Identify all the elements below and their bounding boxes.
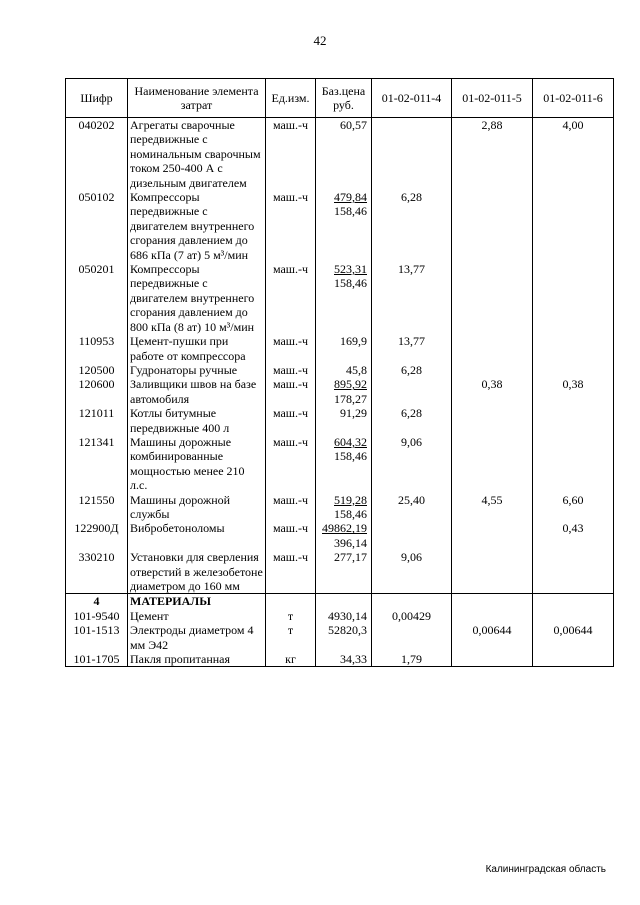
row-price-total: 604,32 [334,434,367,449]
section-empty-cell [372,594,452,609]
row-price [316,377,372,406]
row-col3 [533,406,614,435]
header-col2: 01-02-011-5 [452,79,533,118]
footer-region: Калининградская область [485,864,606,875]
row-col1: 6,28 [372,190,452,262]
row-price-total: 895,92 [334,377,367,392]
row-price: 34,33 [316,652,372,667]
row-col2 [452,550,533,594]
row-col1: 25,40 [372,493,452,522]
row-name: Агрегаты сварочные передвижные с номинальным сварочным током 250-400 А с дизельным двигателем [128,118,266,191]
row-col2: 2,88 [452,118,533,191]
row-price [316,435,372,493]
section-empty-cell [533,594,614,609]
table-row [66,334,614,363]
row-col1: 1,79 [372,652,452,667]
row-col2 [452,435,533,493]
row-name: Компрессоры передвижные с двигателем внутреннего сгорания давлением до 686 кПа (7 ат) 5 м³/мин [128,190,266,262]
row-unit: маш.-ч [266,435,316,493]
section-number: 4 [66,594,128,609]
row-col3 [533,190,614,262]
row-unit: маш.-ч [266,377,316,406]
row-col1: 9,06 [372,435,452,493]
table-row [66,262,614,334]
row-col1 [372,521,452,550]
row-col2 [452,262,533,334]
section-row [66,594,614,609]
table-row [66,521,614,550]
row-code: 040202 [66,118,128,191]
row-price: 4930,14 [316,609,372,623]
row-col1 [372,118,452,191]
row-col2 [452,609,533,623]
header-name: Наименование элемента затрат [128,79,266,118]
row-col2 [452,190,533,262]
table-row [66,190,614,262]
row-price-salary: 396,14 [334,535,367,550]
page-number: 42 [313,33,327,48]
row-col2 [452,406,533,435]
row-col1: 6,28 [372,363,452,377]
row-price-total: 277,17 [334,550,367,565]
row-unit: маш.-ч [266,262,316,334]
table-row [66,377,614,406]
row-col3: 0,38 [533,377,614,406]
resource-table [65,78,614,667]
row-code: 101-9540 [66,609,128,623]
section-title: МАТЕРИАЛЫ [128,594,266,609]
row-price [316,190,372,262]
row-name: Вибробетоноломы [128,521,266,550]
row-col3 [533,652,614,667]
row-name: Гудронаторы ручные [128,363,266,377]
row-code: 050102 [66,190,128,262]
row-price [316,406,372,435]
row-code: 122900Д [66,521,128,550]
row-unit: маш.-ч [266,334,316,363]
row-name: Компрессоры передвижные с двигателем внутреннего сгорания давлением до 800 кПа (8 ат) 10 м³/мин [128,262,266,334]
row-col2: 4,55 [452,493,533,522]
row-col3 [533,435,614,493]
row-col3 [533,550,614,594]
row-code: 121550 [66,493,128,522]
row-name: Котлы битумные передвижные 400 л [128,406,266,435]
row-name: Установки для сверления отверстий в железобетоне диаметром до 160 мм [128,550,266,594]
row-code: 121341 [66,435,128,493]
table-row [66,493,614,522]
row-unit: т [266,623,316,652]
row-price-salary: 158,46 [334,204,367,219]
row-unit: маш.-ч [266,521,316,550]
row-name: Электроды диаметром 4 мм Э42 [128,623,266,652]
header-col3: 01-02-011-6 [533,79,614,118]
row-price-total: 49862,19 [322,521,367,536]
row-price [316,493,372,522]
row-col3: 0,43 [533,521,614,550]
header-price: Баз.цена руб. [316,79,372,118]
table-row [66,652,614,667]
row-code: 330210 [66,550,128,594]
row-price [316,118,372,191]
row-unit: маш.-ч [266,118,316,191]
row-price-salary: 158,46 [334,506,367,521]
row-col1: 13,77 [372,262,452,334]
row-unit: маш.-ч [266,550,316,594]
table-row [66,363,614,377]
row-price-salary: 158,46 [334,276,367,291]
row-unit: маш.-ч [266,493,316,522]
row-col2 [452,652,533,667]
row-col2 [452,334,533,363]
row-code: 110953 [66,334,128,363]
row-name: Цемент [128,609,266,623]
row-price-total: 479,84 [334,190,367,205]
row-name: Цемент-пушки при работе от компрессора [128,334,266,363]
table-row [66,435,614,493]
row-unit: т [266,609,316,623]
row-price-total: 91,29 [340,406,367,421]
row-col1: 6,28 [372,406,452,435]
row-price-total: 60,57 [340,118,367,132]
table-row [66,550,614,594]
row-col3: 6,60 [533,493,614,522]
table-row [66,609,614,623]
row-code: 101-1513 [66,623,128,652]
row-name: Заливщики швов на базе автомобиля [128,377,266,406]
table-row [66,118,614,191]
row-col3 [533,262,614,334]
row-price [316,262,372,334]
row-code: 050201 [66,262,128,334]
row-name: Пакля пропитанная [128,652,266,667]
table-header-row [66,79,614,118]
row-name: Машины дорожной службы [128,493,266,522]
row-col3 [533,363,614,377]
row-price-total: 519,28 [334,492,367,507]
row-col3 [533,334,614,363]
section-empty-cell [266,594,316,609]
row-price [316,334,372,363]
row-code: 101-1705 [66,652,128,667]
row-price-total: 523,31 [334,262,367,277]
row-price-total: 45,8 [346,362,367,377]
header-code: Шифр [66,79,128,118]
table-row [66,406,614,435]
row-unit: маш.-ч [266,190,316,262]
table-row [66,623,614,652]
row-code: 121011 [66,406,128,435]
row-col2: 0,00644 [452,623,533,652]
row-unit: кг [266,652,316,667]
row-price-salary: 158,46 [334,449,367,464]
row-price: 52820,3 [316,623,372,652]
row-unit: маш.-ч [266,363,316,377]
row-price [316,363,372,377]
row-col2 [452,521,533,550]
section-empty-cell [316,594,372,609]
section-empty-cell [452,594,533,609]
row-price-salary: 178,27 [334,391,367,406]
header-col1: 01-02-011-4 [372,79,452,118]
row-code: 120500 [66,363,128,377]
row-price [316,521,372,550]
row-col3 [533,609,614,623]
row-col1: 9,06 [372,550,452,594]
row-col3: 4,00 [533,118,614,191]
row-price-total: 169,9 [340,334,367,349]
row-col1: 13,77 [372,334,452,363]
row-col1 [372,623,452,652]
row-code: 120600 [66,377,128,406]
row-col1: 0,00429 [372,609,452,623]
row-price [316,550,372,594]
row-name: Машины дорожные комбинированные мощностью менее 210 л.с. [128,435,266,493]
row-unit: маш.-ч [266,406,316,435]
row-col2 [452,363,533,377]
row-col3: 0,00644 [533,623,614,652]
row-col1 [372,377,452,406]
header-unit: Ед.изм. [266,79,316,118]
row-col2: 0,38 [452,377,533,406]
